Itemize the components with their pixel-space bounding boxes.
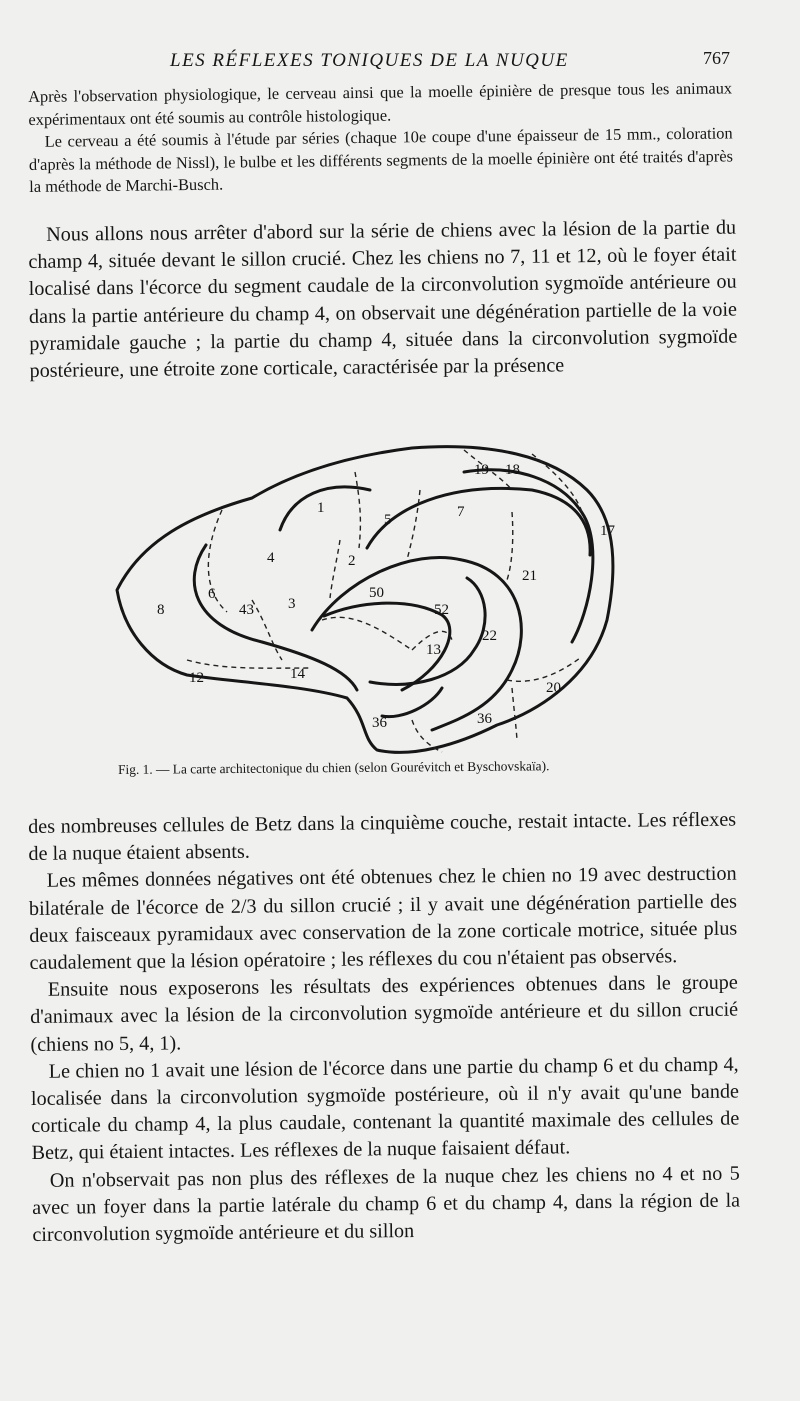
sulcus-rhinal — [370, 578, 485, 684]
note-paragraph: Le cerveau a été soumis à l'étude par séries (chaque 10e coupe d'une épaisseur de 15 mm., coloration d'après la méthode de Nissl), le bulbe et les différents segments de la moelle épinière ont été traités d'après la méthode de Marchi-Busch. — [28, 123, 734, 196]
area-label: 36 — [372, 715, 387, 731]
area-label: 20 — [546, 680, 561, 696]
area-label: 7 — [457, 504, 465, 520]
area-label: 5 — [384, 512, 392, 528]
boundary-7-21 — [507, 512, 513, 580]
sulcus-coronal — [367, 488, 590, 555]
area-label: 50 — [369, 585, 384, 601]
note-paragraph: Après l'observation physiologique, le cerveau ainsi que la moelle épinière de presque tous les animaux expérimentaux ont été soumis au contrôle histologique. — [28, 78, 733, 129]
area-label: 1 — [317, 500, 325, 516]
brain-map-figure — [112, 420, 642, 780]
area-label: 14 — [290, 666, 305, 682]
boundary-20-22 — [507, 658, 580, 681]
area-label: 13 — [426, 642, 441, 658]
sulcus-crucie — [280, 487, 370, 530]
area-label: 22 — [482, 628, 497, 644]
methods-note — [28, 77, 733, 198]
area-label: 4 — [267, 550, 275, 566]
figure-caption: Fig. 1. — La carte architectonique du chien (selon Gourévitch et Byschovskaïa). — [118, 758, 550, 777]
body-paragraph: Ensuite nous exposerons les résultats des expériences obtenues dans le groupe d'animaux avec la lésion de la circonvolution sygmoïde antérieure et du sillon crucié (chiens no 5, 4, 1). — [30, 971, 739, 1056]
area-label: 3 — [288, 596, 296, 612]
body-paragraph: Nous allons nous arrêter d'abord sur la série de chiens avec la lésion de la partie du champ 4, située devant le sillon crucié. Chez les chiens no 7, 11 et 12, où le foyer était localisé dans l'écorce du segment caudale de la circonvolution sygmoïde antérieure ou dans la partie antérieure du champ 4, on observait une dégénération partielle de la voie pyramidale gauche ; la partie du champ 4, située dans la circonvolution sygmoïde postérieure, une étroite zone corticale, caractérisée par la présence — [28, 216, 738, 383]
area-label: 6 — [208, 586, 216, 602]
boundary-5-7 — [407, 490, 420, 560]
boundary-20-36 — [512, 688, 517, 740]
boundary-1-5 — [355, 472, 360, 548]
body-paragraph: Le chien no 1 avait une lésion de l'écorce dans une partie du champ 6 et du champ 4, localisée dans la circonvolution sygmoïde postérieure, où il n'y avait qu'une bande corticale du champ 4, la plus caudale, contenant la quantité maximale des cellules de Betz, qui étaient intactes. Les réflexes de la nuque faisaient défaut. — [30, 1053, 740, 1165]
body-text-top — [28, 215, 738, 386]
body-text-bottom — [28, 807, 741, 1250]
boundary-4-3 — [252, 600, 282, 660]
area-label: 21 — [522, 568, 537, 584]
sulcus-sylvian — [382, 688, 442, 717]
area-label: 8 — [157, 602, 165, 618]
boundary-50-52 — [322, 617, 412, 650]
area-label: 36 — [477, 711, 492, 727]
boundary-2 — [330, 540, 340, 598]
area-label: 12 — [189, 670, 204, 686]
area-label: 2 — [348, 553, 356, 569]
body-paragraph: Les mêmes données négatives ont été obtenues chez le chien no 19 avec destruction bilatérale de l'écorce de 2/3 du sillon crucié ; il y avait une dégénération partielle des deux faisceaux pyramidaux avec conservation de la zone corticale motrice, située plus caudalement que la lésion opératoire ; les réflexes du cou n'étaient pas observés. — [28, 862, 738, 975]
brain-map-drawing — [112, 420, 642, 780]
page-number: 767 — [703, 48, 730, 68]
body-paragraph: On n'observait pas non plus des réflexes de la nuque chez les chiens no 4 et no 5 avec un foyer dans la partie latérale du champ 6 et du champ 4, dans la région de la circonvolution sygmoïde antérieure et du sillon — [32, 1162, 741, 1247]
sulcus-posterior — [464, 470, 593, 642]
area-label: 52 — [434, 602, 449, 618]
body-paragraph: des nombreuses cellules de Betz dans la cinquième couche, restait intacte. Les réflexes de la nuque étaient absents. — [28, 808, 737, 866]
running-header — [0, 46, 800, 74]
area-label: 17 — [600, 523, 615, 539]
area-label: 19 — [474, 462, 489, 478]
area-label: 43 — [239, 602, 254, 618]
area-label: 18 — [505, 462, 520, 478]
running-title: LES RÉFLEXES TONIQUES DE LA NUQUE — [170, 50, 569, 71]
